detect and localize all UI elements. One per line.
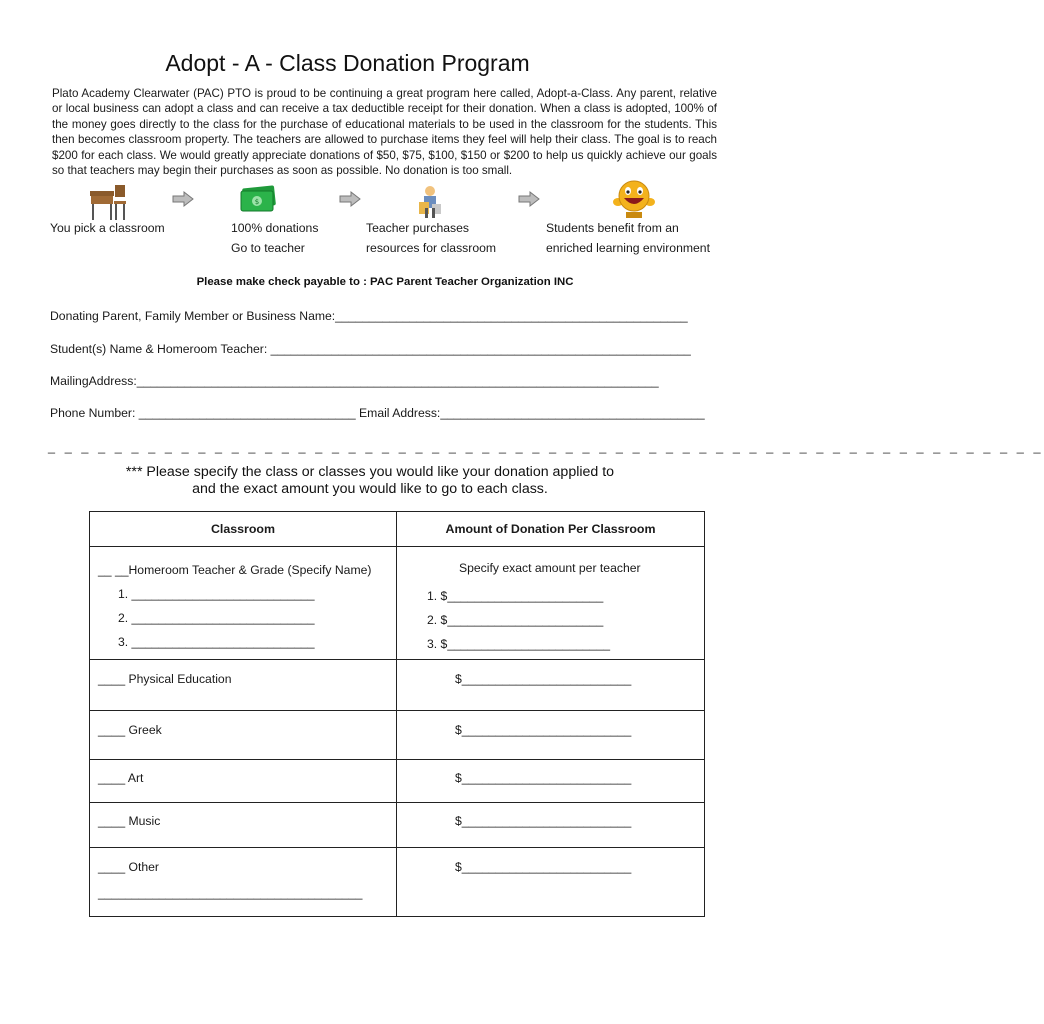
step-label: Teacher purchases: [366, 221, 469, 235]
classroom-music[interactable]: ____ Music: [98, 814, 161, 828]
table-row: [90, 803, 705, 848]
cut-line-divider: _ _ _ _ _ _ _ _ _ _ _ _ _ _ _ _ _ _ _ _ _ _ _ _ _ _ _ _ _ _ _ _ _ _ _ _ _ _ _ _ _ _ _ _ _ _ _ _ _ _ _ _ _ _ _ _ _ _ _ _: [48, 440, 1044, 454]
header-classroom: Classroom: [90, 512, 397, 547]
table-row: [90, 711, 705, 760]
mailing-address-field[interactable]: MailingAddress:_____________________________________________________________________________: [50, 374, 659, 388]
classroom-other[interactable]: ____ Other: [98, 860, 159, 874]
amount-greek[interactable]: $_________________________: [455, 723, 632, 737]
check-payable-note: Please make check payable to : PAC Parent Teacher Organization INC: [196, 276, 574, 288]
school-desk-icon: [86, 181, 130, 225]
homeroom-label: __ __Homeroom Teacher & Grade (Specify Name): [98, 563, 372, 577]
amount-line-2[interactable]: 2. $_______________________: [427, 613, 604, 627]
amount-music[interactable]: $_________________________: [455, 814, 632, 828]
amount-physical-education[interactable]: $_________________________: [455, 672, 632, 686]
teacher-line-2[interactable]: 2. ___________________________: [118, 611, 315, 625]
table-row: [90, 660, 705, 711]
classroom-greek[interactable]: ____ Greek: [98, 723, 162, 737]
step-label: You pick a classroom: [50, 221, 165, 235]
arrow-right-icon: [339, 191, 361, 207]
teacher-line-3[interactable]: 3. ___________________________: [118, 635, 315, 649]
header-amount: Amount of Donation Per Classroom: [397, 512, 705, 547]
smiley-icon: [612, 178, 656, 220]
step-label: resources for classroom: [366, 241, 497, 255]
other-specify-line[interactable]: _______________________________________: [98, 886, 363, 900]
amount-line-1[interactable]: 1. $_______________________: [427, 589, 604, 603]
teacher-supplies-icon: [416, 184, 446, 220]
amount-other[interactable]: $_________________________: [455, 860, 632, 874]
instruction-line: *** Please specify the class or classes you would like your donation applied to: [125, 464, 615, 480]
table-row: [90, 760, 705, 803]
table-row: [90, 848, 705, 917]
svg-text:$: $: [254, 198, 260, 206]
amount-label: Specify exact amount per teacher: [459, 561, 641, 575]
step-label: 100% donations: [231, 221, 319, 235]
step-label: Go to teacher: [231, 241, 305, 255]
student-teacher-field[interactable]: Student(s) Name & Homeroom Teacher: ______________________________________________________________: [50, 342, 691, 356]
classroom-physical-education[interactable]: ____ Physical Education: [98, 672, 232, 686]
page-title: Adopt - A - Class Donation Program: [165, 50, 530, 76]
donor-name-field[interactable]: Donating Parent, Family Member or Business Name:____________________________________________________: [50, 309, 688, 323]
donation-table: [89, 511, 705, 917]
instruction-line: and the exact amount you would like to go to each class.: [192, 481, 548, 497]
money-icon: [240, 186, 276, 212]
step-label: enriched learning environment: [546, 241, 710, 255]
classroom-art[interactable]: ____ Art: [98, 771, 144, 785]
intro-paragraph: Plato Academy Clearwater (PAC) PTO is proud to be continuing a great program here called, Adopt-a-Class. Any parent, relative or local business can adopt a class and can receive a tax deductible receipt for their donation. When a class is adopted, 100% of the money goes directly to the class for the purchase of educational materials to be used in the classroom for the students. This then becomes classroom property. The teachers are allowed to purchase items they feel will help their class. The goal is to reach $200 for each class. We would greatly appreciate donations of $50, $75, $100, $150 or $200 to help us quickly achieve our goals so that teachers may begin their purchases as soon as possible. No donation is too small.: [52, 87, 717, 178]
amount-line-3[interactable]: 3. $________________________: [427, 637, 611, 651]
instruction-text: [0, 464, 740, 498]
phone-email-field[interactable]: Phone Number: ________________________________ Email Address:_______________________________________: [50, 406, 705, 420]
teacher-line-1[interactable]: 1. ___________________________: [118, 587, 315, 601]
arrow-right-icon: [518, 191, 540, 207]
amount-art[interactable]: $_________________________: [455, 771, 632, 785]
arrow-right-icon: [172, 191, 194, 207]
step-label: Students benefit from an: [546, 221, 679, 235]
